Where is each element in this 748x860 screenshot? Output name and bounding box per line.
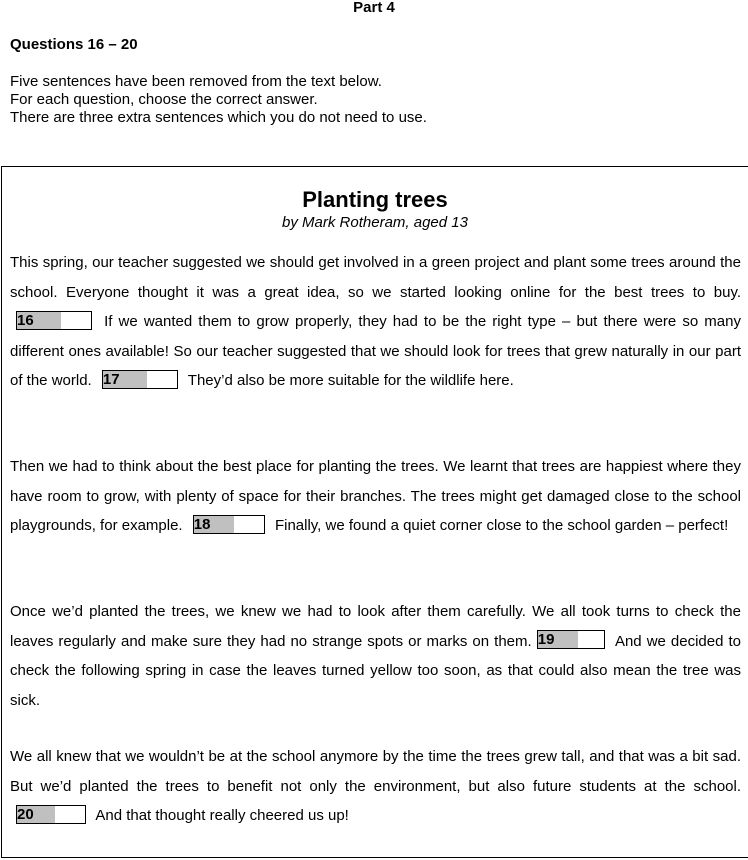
paragraph-4	[10, 742, 741, 831]
instruction-line: There are three extra sentences which you do not need to use.	[10, 109, 427, 126]
gap-number: 20	[17, 806, 55, 823]
gap-number: 19	[538, 631, 578, 648]
article-title: Planting trees	[302, 187, 448, 212]
instruction-line: Five sentences have been removed from the text below.	[10, 73, 382, 90]
paragraph-text: We all knew that we wouldn’t be at the school anymore by the time the trees grew tall, and that was a bit sad. But we’d planted the trees to benefit not only the environment, but also future students at the school.	[10, 748, 741, 795]
paragraph-2	[10, 452, 741, 541]
paragraph-text: If we wanted them to grow properly, they had to be the right type – but there were so many different ones available! So our teacher suggested that we should look for trees that grew naturally in our part of the world.	[10, 313, 741, 389]
gap-number: 16	[17, 312, 61, 329]
answer-gap-20[interactable]	[16, 805, 86, 824]
paragraph-text: Once we’d planted the trees, we knew we had to look after them carefully. We all took turns to check the leaves regularly and make sure they had no strange spots or marks on them.	[10, 603, 741, 650]
part-title: Part 4	[353, 0, 395, 16]
paragraph-text: Then we had to think about the best place for planting the trees. We learnt that trees are happiest where they have room to grow, with plenty of space for their branches. The trees might get damaged close to the school playgrounds, for example.	[10, 458, 741, 534]
paragraph-3	[10, 597, 741, 715]
paragraph-text: This spring, our teacher suggested we should get involved in a green project and plant some trees around the school. Everyone thought it was a great idea, so we started looking online for the best trees to buy.	[10, 254, 741, 301]
answer-gap-18[interactable]	[193, 515, 265, 534]
instructions	[10, 73, 427, 127]
questions-heading: Questions 16 – 20	[10, 36, 138, 53]
paragraph-text: And that thought really cheered us up!	[95, 807, 349, 824]
paragraph-text: They’d also be more suitable for the wildlife here.	[187, 372, 514, 389]
answer-gap-16[interactable]	[16, 311, 92, 330]
gap-number: 18	[194, 516, 234, 533]
paragraph-1	[10, 248, 741, 396]
paragraph-text: Finally, we found a quiet corner close to the school garden – perfect!	[274, 517, 729, 534]
gap-number: 17	[103, 371, 147, 388]
answer-gap-17[interactable]	[102, 370, 178, 389]
article-byline: by Mark Rotheram, aged 13	[282, 214, 468, 231]
paragraph-text: And we decided to check the following spring in case the leaves turned yellow too soon, as that could also mean the tree was sick.	[10, 632, 742, 709]
instruction-line: For each question, choose the correct answer.	[10, 91, 318, 108]
answer-gap-19[interactable]	[537, 630, 605, 649]
